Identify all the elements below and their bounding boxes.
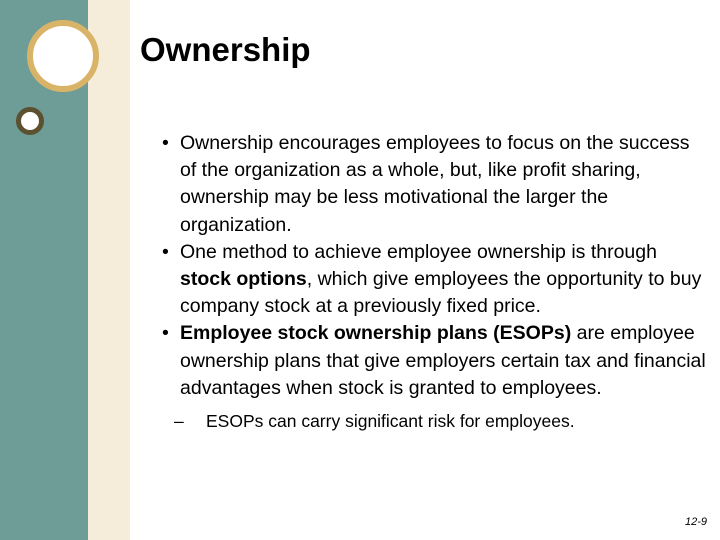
large-gold-ring-decoration [27,20,99,92]
bullet-text: One method to achieve employee ownership is through [180,240,657,263]
cream-decor-band [88,0,130,540]
bullet-bold-text: stock options [180,268,307,291]
slide-title: Ownership [140,31,311,68]
bullet-text: Ownership encourages employees to focus on the success of the organization as a whole, but, like profit sharing, ownership may be less motivational the larger the organization. [180,132,690,236]
sub-bullet [160,409,708,433]
bullet-item [160,320,708,402]
page-number: 12-9 [684,516,707,528]
bullet-text: , which give employees the opportunity to buy company stock at a previously fixed price. [180,268,702,318]
slide-body [160,130,708,433]
sub-bullet-dash: – [174,411,184,432]
small-dark-ring-decoration [16,107,44,135]
bullet-dot: • [162,132,169,154]
bullet-bold-text: Employee stock ownership plans (ESOPs) [180,322,572,345]
sub-bullet-text: ESOPs can carry significant risk for employees. [206,411,575,432]
bullet-dot: • [162,240,169,263]
bullet-list [160,130,708,402]
bullet-item [160,130,708,239]
bullet-text: are employee ownership plans that give employers certain tax and financial advantages when stock is granted to employees. [180,322,706,399]
bullet-dot: • [162,322,169,345]
bullet-item [160,239,708,321]
